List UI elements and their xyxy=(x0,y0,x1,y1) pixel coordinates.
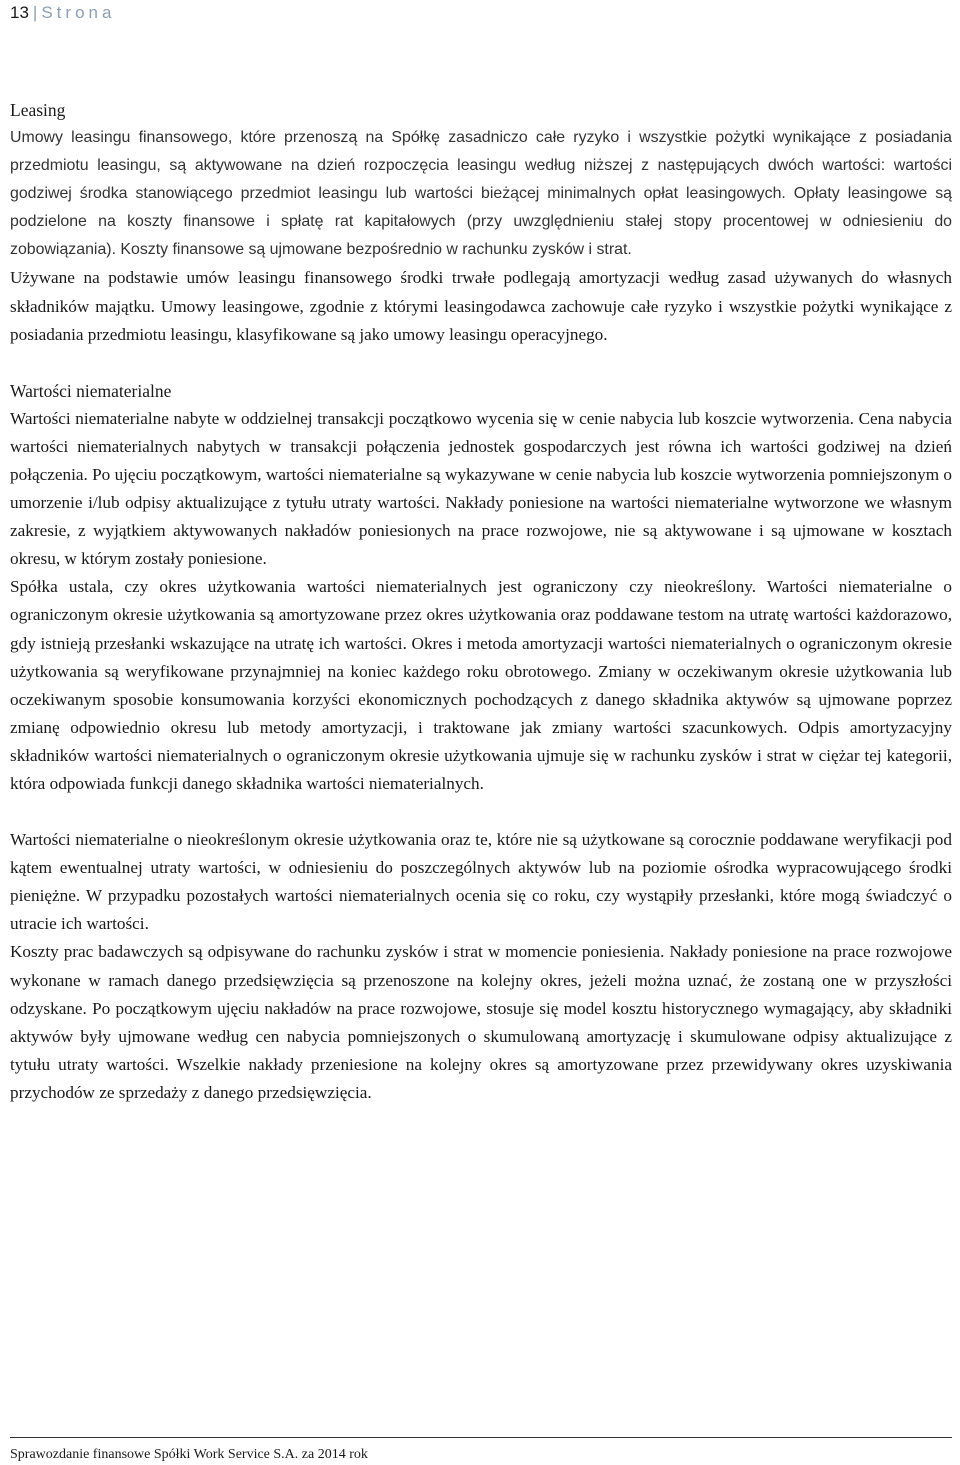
paragraph: Wartości niematerialne nabyte w oddzielnej transakcji początkowo wycenia się w cenie nabycia lub koszcie wytworzenia. Cena nabycia wartości niematerialnych nabytych w transakcji połączenia jednostek gospodarczych jest równa ich wartości godziwej na dzień połączenia. Po ujęciu początkowym, wartości niematerialne są wykazywane w cenie nabycia lub koszcie wytworzenia pomniejszonym o umorzenie i/lub odpisy aktualizujące z tytułu utraty wartości. Nakłady poniesione na wartości niematerialne wytworzone we własnym zakresie, z wyjątkiem aktywowanych nakładów poniesionych na prace rozwojowe, nie są aktywowane i są ujmowane w kosztach okresu, w którym zostały poniesione. xyxy=(10,408,952,569)
paragraph: Wartości niematerialne o nieokreślonym okresie użytkowania oraz te, które nie są użytkowane są corocznie poddawane weryfikacji pod kątem ewentualnej utraty wartości, w odniesieniu do poszczególnych aktywów lub na poziomie ośrodka wypracowującego środki pieniężne. W przypadku pozostałych wartości niematerialnych ocenia się co roku, czy wystąpiły przesłanki, które mogą świadczyć o utracie ich wartości. xyxy=(10,830,952,934)
document-body xyxy=(10,96,952,1107)
page-header xyxy=(10,0,115,26)
section-spacer xyxy=(10,349,952,377)
paragraph: Koszty prac badawczych są odpisywane do rachunku zysków i strat w momencie poniesienia. Nakłady poniesione na prace rozwojowe wykonane w ramach danego przedsięwzięcia są przenoszone na kolejny okres, jeżeli można uznać, że zostaną one w przyszłości odzyskane. Po początkowym ujęciu nakładów na prace rozwojowe, stosuje się model kosztu historycznego wymagający, aby składniki aktywów były ujmowane według cen nabycia pomniejszonych o skumulowaną amortyzację i skumulowane odpisy aktualizujące z tytułu utraty wartości. Wszelkie nakłady przeniesione na kolejny okres są amortyzowane przez przewidywany okres uzyskiwania przychodów ze sprzedaży z danego przedsięwzięcia. xyxy=(10,942,952,1102)
paragraph: Spółka ustala, czy okres użytkowania wartości niematerialnych jest ograniczony czy nieokreślony. Wartości niematerialne o ograniczonym okresie użytkowania są amortyzowane przez okres użytkowania oraz poddawane testom na utratę wartości każdorazowo, gdy istnieją przesłanki wskazujące na utratę ich wartości. Okres i metoda amortyzacji wartości niematerialnych o ograniczonym okresie użytkowania są weryfikowane przynajmniej na koniec każdego roku obrotowego. Zmiany w oczekiwanym okresie użytkowania lub oczekiwanym sposobie konsumowania korzyści ekonomicznych pochodzących z danego składnika aktywów są ujmowane poprzez zmianę odpowiednio okresu lub metody amortyzacji, i traktowane jak zmiany wartości szacunkowych. Odpis amortyzacyjny składników wartości niematerialnych o ograniczonym okresie użytkowania ujmuje się w rachunku zysków i strat w ciężar tej kategorii, która odpowiada funkcji danego składnika wartości niematerialnych. xyxy=(10,577,952,793)
page-number: 13 xyxy=(10,3,29,22)
section-spacer xyxy=(10,798,952,826)
paragraph: Umowy leasingu finansowego, które przenoszą na Spółkę zasadniczo całe ryzyko i wszystkie pożytki wynikające z posiadania przedmiotu leasingu, są aktywowane na dzień rozpoczęcia leasingu według niższej z następujących dwóch wartości: wartości godziwej środka stanowiącego przedmiot leasingu lub wartości bieżącej minimalnych opłat leasingowych. Opłaty leasingowe są podzielone na koszty finansowe i spłatę rat kapitałowych (przy uwzględnieniu stałej stopy procentowej w odniesieniu do zobowiązania). Koszty finansowe są ujmowane bezpośrednio w rachunku zysków i strat. xyxy=(10,129,952,259)
paragraph: Używane na podstawie umów leasingu finansowego środki trwałe podlegają amortyzacji według zasad używanych do własnych składników majątku. Umowy leasingowe, zgodnie z którymi leasingodawca zachowuje całe ryzyko i wszystkie pożytki wynikające z posiadania przedmiotu leasingu, klasyfikowane są jako umowy leasingu operacyjnego. xyxy=(10,268,952,344)
section-indefinite-intangibles xyxy=(10,826,952,1107)
footer-text: Sprawozdanie finansowe Spółki Work Service S.A. za 2014 rok xyxy=(10,1447,368,1462)
section-title: Wartości niematerialne xyxy=(10,380,172,401)
page-footer xyxy=(10,1437,952,1464)
header-separator: | xyxy=(32,3,38,22)
section-title: Leasing xyxy=(10,100,66,120)
page-label: Strona xyxy=(41,3,116,22)
section-intangible-assets xyxy=(10,377,952,798)
section-leasing xyxy=(10,96,952,349)
